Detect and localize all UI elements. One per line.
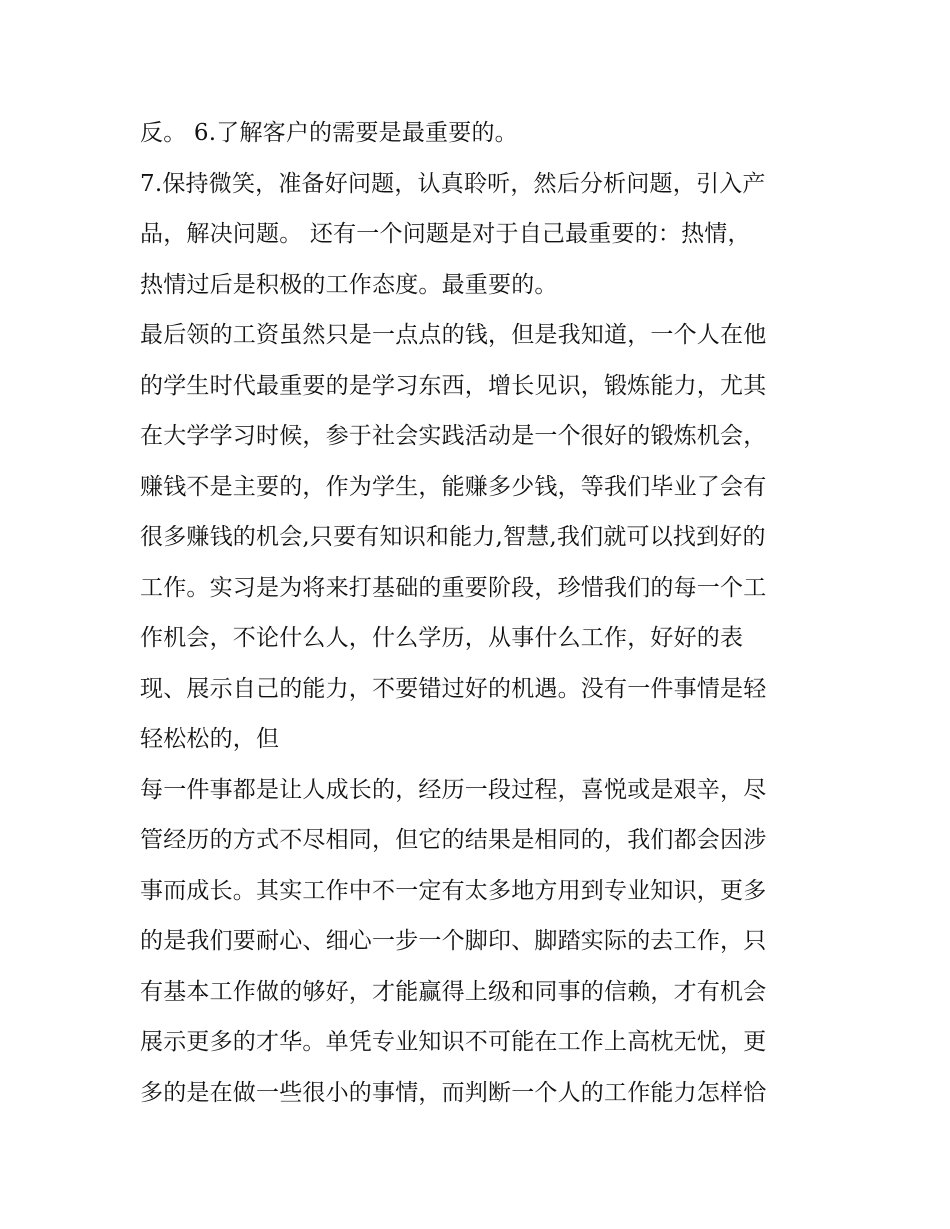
text-line: 反。 6.了解客户的需要是最重要的。 — [140, 120, 518, 146]
text-line: 展示更多的才华。单凭专业知识不可能在工作上高枕无忧，更 — [140, 1029, 767, 1055]
text-line: 热情过后是积极的工作态度。最重要的。 — [140, 271, 558, 298]
text-line: 工作。实习是为将来打基础的重要阶段，珍惜我们的每一个工 — [140, 574, 767, 601]
text-line: 的是我们要耐心、细心一步一个脚印、脚踏实际的去工作，只 — [140, 928, 767, 954]
text-line: 管经历的方式不尽相同，但它的结果是相同的，我们都会因涉 — [140, 827, 767, 853]
text-line: 的学生时代最重要的是学习东西，增长见识，锻炼能力，尤其 — [140, 372, 767, 399]
document-body — [140, 108, 830, 1118]
text-line: 最后领的工资虽然只是一点点的钱，但是我知道，一个人在他 — [140, 322, 767, 348]
text-line: 在大学学习时候，参于社会实践活动是一个很好的锻炼机会， — [140, 423, 767, 449]
text-line: 轻松松的，但 — [140, 726, 280, 752]
text-line: 有基本工作做的够好，才能赢得上级和同事的信赖，才有机会 — [140, 978, 767, 1005]
text-line: 现、展示自己的能力，不要错过好的机遇。没有一件事情是轻 — [140, 675, 767, 702]
text-line: 事而成长。其实工作中不一定有太多地方用到专业知识，更多 — [140, 877, 767, 904]
text-line: 作机会，不论什么人，什么学历，从事什么工作，好好的表 — [140, 625, 744, 651]
text-line: 赚钱不是主要的，作为学生，能赚多少钱，等我们毕业了会有 — [140, 473, 767, 500]
text-line: 多的是在做一些很小的事情，而判断一个人的工作能力怎样恰 — [140, 1079, 767, 1106]
text-line: 品，解决问题。 还有一个问题是对于自己最重要的：热情， — [140, 221, 751, 247]
text-line: 每一件事都是让人成长的，经历一段过程，喜悦或是艰辛，尽 — [140, 776, 767, 803]
text-line: 7.保持微笑，准备好问题，认真聆听，然后分析问题，引入产 — [140, 170, 766, 197]
text-line: 很多赚钱的机会,只要有知识和能力,智慧,我们就可以找到好的 — [140, 524, 766, 550]
